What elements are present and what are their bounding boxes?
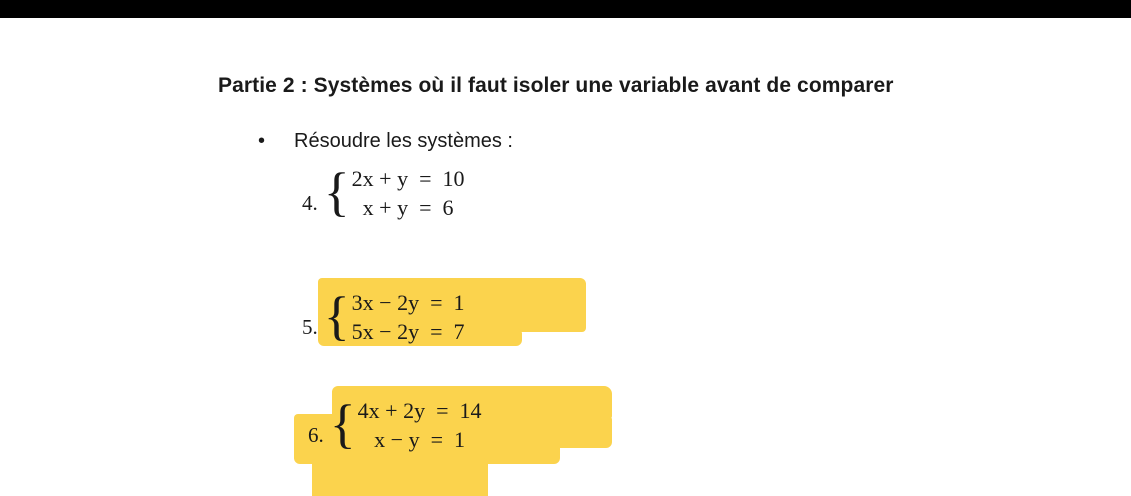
equation-system-6 — [308, 393, 482, 454]
equation-system-4 — [302, 161, 465, 222]
system-number: 6. — [308, 423, 324, 448]
equation-list — [352, 164, 465, 222]
equation-line: x + y = 6 — [362, 195, 454, 221]
bullet-icon: • — [258, 130, 266, 152]
equation-system-5 — [302, 285, 465, 346]
brace-icon: { — [329, 393, 356, 454]
equation-list — [352, 288, 465, 346]
system-number: 4. — [302, 191, 318, 216]
highlight-mark-system-6-right — [546, 414, 612, 448]
equation-line: 2x + y = 10 — [351, 166, 465, 191]
brace-icon: { — [323, 285, 350, 346]
brace-icon: { — [323, 161, 350, 222]
highlight-mark-system-6-bottom — [312, 458, 488, 496]
instruction-text: Résoudre les systèmes : — [294, 130, 513, 152]
instruction-row — [258, 130, 513, 153]
system-number: 5. — [302, 315, 318, 340]
equation-line: 4x + 2y = 14 — [357, 398, 482, 423]
page-title: Partie 2 : Systèmes où il faut isoler une variable avant de comparer — [218, 74, 894, 97]
equation-line: x − y = 1 — [374, 427, 465, 453]
equation-line: 3x − 2y = 1 — [351, 290, 465, 315]
equation-line: 5x − 2y = 7 — [351, 319, 465, 345]
equation-list — [358, 396, 482, 454]
top-black-bar — [0, 0, 1131, 18]
